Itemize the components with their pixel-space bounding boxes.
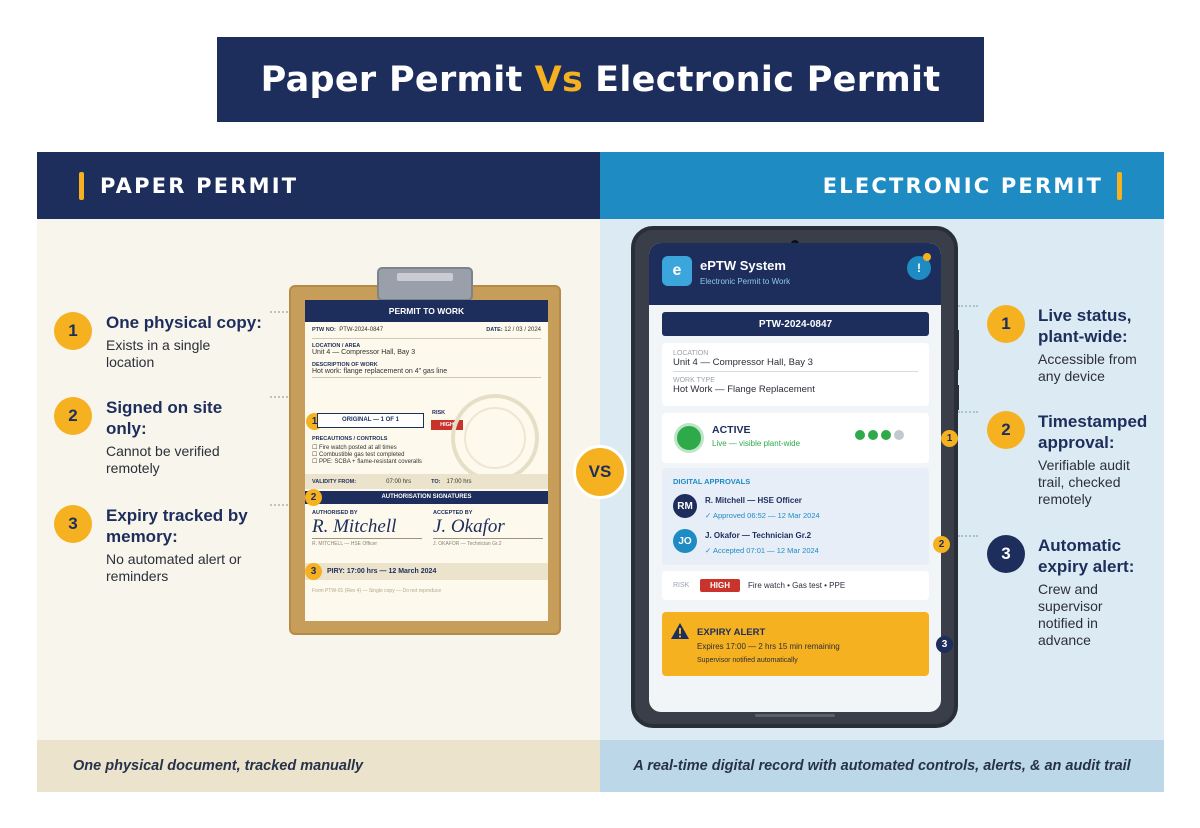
paper-footer — [37, 740, 600, 792]
precaution-text: PPE: SCBA + flame-resistant coveralls — [319, 459, 422, 465]
electronic-item-desc: Accessible from any device — [1038, 351, 1137, 384]
paper-item-number: 1 — [54, 312, 92, 350]
electronic-footer-text: A real-time digital record with automated controls, alerts, & an audit trail — [633, 758, 1131, 774]
original-stamp: ORIGINAL — 1 OF 1 — [317, 413, 424, 428]
electronic-item-number: 1 — [987, 305, 1025, 343]
approver-avatar: JO — [673, 529, 697, 553]
electronic-footer — [600, 740, 1164, 792]
paper-item-number: 2 — [54, 397, 92, 435]
title-right: Electronic Permit — [595, 59, 941, 100]
status-dot — [868, 430, 878, 440]
home-indicator — [755, 714, 835, 717]
status-dots — [855, 427, 907, 445]
authorised-block — [312, 510, 422, 547]
paper-footer-text: One physical document, tracked manually — [73, 758, 364, 774]
permit-heading: PERMIT TO WORK — [305, 300, 548, 322]
accepted-signature: J. Okafor — [433, 516, 543, 539]
warning-icon — [670, 622, 690, 640]
paper-permit-document — [305, 300, 548, 621]
signatures-heading: AUTHORISATION SIGNATURES — [305, 491, 548, 504]
side-button — [955, 385, 959, 410]
validity-from: 07:00 hrs — [386, 478, 412, 485]
permit-id-row — [305, 327, 548, 333]
precaution-item: ☐ Fire watch posted at all times — [312, 445, 397, 451]
status-label: ACTIVE — [712, 424, 751, 436]
permit-details-card — [662, 343, 929, 406]
approvals-card — [662, 468, 929, 565]
electronic-item-number: 2 — [987, 411, 1025, 449]
risk-label: RISK — [432, 410, 446, 416]
paper-item-desc: Exists in a single location — [106, 337, 211, 370]
accepted-block — [433, 510, 543, 547]
validity-label: VALIDITY FROM: — [312, 478, 357, 485]
title-left: Paper Permit — [260, 59, 523, 100]
electronic-item-desc: Crew and supervisor notified in advance — [1038, 581, 1103, 648]
accepted-label: ACCEPTED BY — [433, 510, 473, 516]
approvals-label: DIGITAL APPROVALS — [673, 477, 751, 486]
validity-to: 17:00 hrs — [446, 478, 472, 485]
paper-item — [106, 505, 266, 585]
location-label: LOCATION / AREA — [312, 343, 361, 349]
paper-item — [106, 312, 276, 371]
page-title — [217, 37, 984, 122]
connector-line — [958, 411, 978, 413]
status-dot — [881, 430, 891, 440]
electronic-item-number: 3 — [987, 535, 1025, 573]
risk-badge: HIGH — [700, 579, 740, 592]
risk-card — [662, 571, 929, 600]
title-vs: Vs — [534, 59, 584, 100]
paper-item-desc: Cannot be verified remotely — [106, 443, 220, 476]
ptw-label: PTW NO: — [312, 327, 336, 333]
app-marker-1: 1 — [941, 430, 958, 447]
electronic-item — [1038, 535, 1143, 649]
precaution-item: ☐ PPE: SCBA + flame-resistant coveralls — [312, 459, 422, 465]
header-accent-bar — [1117, 172, 1122, 200]
paper-item-title: Signed on site only: — [106, 398, 223, 438]
validity-to-label: TO: — [431, 478, 441, 485]
paper-item-desc: No automated alert or reminders — [106, 551, 242, 584]
paper-item-title: Expiry tracked by memory: — [106, 506, 248, 546]
electronic-item-title: Live status, plant-wide: — [1038, 306, 1132, 346]
expiry-alert-line: Expires 17:00 — 2 hrs 15 min remaining — [697, 642, 840, 651]
notification-icon[interactable]: ! — [907, 256, 931, 280]
app-marker-2: 2 — [933, 536, 950, 553]
risk-label: RISK — [673, 582, 690, 589]
approver-avatar: RM — [673, 494, 697, 518]
location-label: LOCATION — [673, 350, 709, 357]
expiry-text: PIRY: 17:00 hrs — 12 March 2024 — [327, 568, 437, 575]
electronic-header — [600, 152, 1164, 219]
app-name: ePTW System — [700, 258, 786, 273]
approver-name: J. Okafor — Technician Gr.2 — [705, 531, 812, 540]
permit-id-banner: PTW-2024-0847 — [662, 312, 929, 336]
work-type-value: Hot Work — Flange Replacement — [673, 384, 815, 395]
approval-stamp: ✓ Accepted 07:01 — 12 Mar 2024 — [705, 546, 819, 555]
clipboard-clip-slot — [397, 273, 453, 281]
vs-badge: VS — [573, 445, 627, 499]
form-note: Form PTW-01 (Rev 4) — Single copy — Do not reproduce — [312, 588, 442, 594]
location-value: Unit 4 — Compressor Hall, Bay 3 — [673, 357, 918, 372]
approver-name: R. Mitchell — HSE Officer — [705, 496, 802, 505]
location-value: Unit 4 — Compressor Hall, Bay 3 — [312, 349, 416, 356]
expiry-alert-title: EXPIRY ALERT — [697, 627, 766, 638]
watermark-seal-icon — [445, 388, 545, 488]
precaution-item: ☐ Combustible gas test completed — [312, 452, 405, 458]
work-desc-label: DESCRIPTION OF WORK — [312, 362, 378, 368]
connector-line — [270, 311, 288, 313]
paper-marker-2: 2 — [305, 489, 322, 506]
status-indicator-icon — [674, 423, 704, 453]
authorised-signature: R. Mitchell — [312, 516, 422, 539]
precautions — [312, 436, 422, 465]
ptw-value: PTW-2024-0847 — [339, 327, 384, 333]
risk-badge: HIGH — [431, 420, 463, 430]
connector-line — [958, 535, 978, 537]
connector-line — [270, 504, 288, 506]
app-marker-3: 3 — [936, 636, 953, 653]
side-button — [955, 330, 959, 370]
approval-stamp: ✓ Approved 06:52 — 12 Mar 2024 — [705, 511, 820, 520]
risk-controls: Fire watch • Gas test • PPE — [748, 581, 846, 590]
date-label: DATE: — [486, 327, 503, 333]
expiry-alert-note: Supervisor notified automatically — [697, 657, 798, 664]
header-accent-bar — [79, 172, 84, 200]
paper-header-label: PAPER PERMIT — [100, 173, 299, 198]
work-type-label: WORK TYPE — [673, 377, 715, 384]
electronic-item-title: Timestamped approval: — [1038, 412, 1148, 452]
status-dot — [894, 430, 904, 440]
app-subtitle: Electronic Permit to Work — [700, 277, 791, 286]
connector-line — [958, 305, 978, 307]
paper-item — [106, 397, 236, 477]
electronic-header-label: ELECTRONIC PERMIT — [822, 173, 1103, 198]
paper-item-title: One physical copy: — [106, 313, 262, 332]
expiry-row — [305, 563, 548, 580]
paper-item-number: 3 — [54, 505, 92, 543]
status-card — [662, 413, 929, 463]
app-logo-icon: e — [662, 256, 692, 286]
precaution-text: Combustible gas test completed — [319, 452, 405, 458]
authorised-caption: R. MITCHELL — HSE Officer — [312, 541, 378, 547]
validity-row — [305, 474, 548, 489]
notification-dot — [923, 253, 931, 261]
electronic-item — [1038, 305, 1158, 385]
status-subtext: Live — visible plant-wide — [712, 439, 801, 448]
electronic-item-title: Automatic expiry alert: — [1038, 536, 1135, 576]
expiry-alert-card[interactable] — [662, 612, 929, 676]
accepted-caption: J. OKAFOR — Technician Gr.2 — [433, 541, 502, 547]
date-value: 12 / 03 / 2024 — [504, 327, 541, 333]
work-desc-value: Hot work: flange replacement on 4" gas line — [312, 368, 541, 378]
connector-line — [270, 396, 288, 398]
authorised-label: AUTHORISED BY — [312, 510, 358, 516]
paper-marker-3: 3 — [305, 563, 322, 580]
status-dot — [855, 430, 865, 440]
electronic-item-desc: Verifiable audit trail, checked remotely — [1038, 457, 1130, 507]
electronic-item — [1038, 411, 1160, 508]
paper-marker-1: 1 — [306, 413, 323, 430]
precaution-text: Fire watch posted at all times — [319, 445, 397, 451]
paper-header — [37, 152, 600, 219]
precautions-label: PRECAUTIONS / CONTROLS — [312, 436, 388, 442]
app-header — [649, 243, 941, 305]
